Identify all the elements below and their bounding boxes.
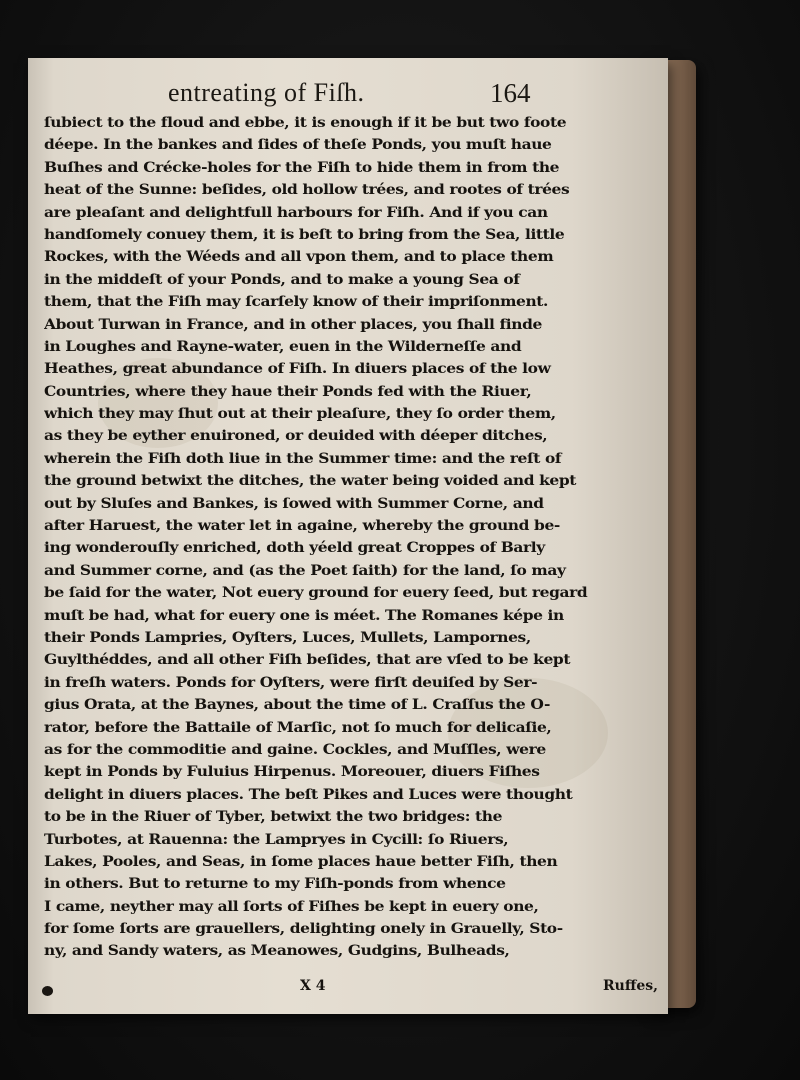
text-line: in others. But to returne to my Fiſh-ponds from whence — [44, 876, 506, 893]
text-line: to be in the Riuer of Tyber, betwixt the two bridges: the — [44, 809, 503, 826]
ink-blot — [42, 986, 53, 996]
page-footer — [44, 978, 658, 1000]
text-line: Buſhes and Crécke-holes for the Fiſh to hide them in from the — [44, 159, 560, 176]
text-line: out by Sluſes and Bankes, is ſowed with Summer Corne, and — [44, 495, 544, 512]
text-line: as for the commoditie and gaine. Cockles, and Muſſles, were — [44, 741, 546, 758]
text-line: in freſh waters. Ponds for Oyſters, were firſt deuiſed by Ser- — [44, 674, 538, 691]
text-line: I came, neyther may all ſorts of Fiſhes be kept in euery one, — [44, 898, 539, 915]
book-page — [28, 58, 668, 1014]
text-line: About Turwan in France, and in other places, you ſhall finde — [44, 316, 542, 333]
text-line: the ground betwixt the ditches, the water being voided and kept — [44, 473, 577, 490]
text-line: handſomely conuey them, it is beſt to bring from the Sea, little — [44, 226, 565, 243]
text-line: ny, and Sandy waters, as Meanowes, Gudgins, Bulheads, — [44, 943, 510, 960]
running-head: entreating of Fiſh. — [168, 78, 365, 107]
text-line: them, that the Fiſh may ſcarſely know of their impriſonment. — [44, 294, 549, 311]
text-line: for ſome ſorts are grauellers, delighting onely in Grauelly, Sto- — [44, 921, 563, 938]
text-line: gius Orata, at the Baynes, about the time of L. Craſſus the O- — [44, 697, 550, 714]
text-line: which they may ſhut out at their pleaſure, they ſo order them, — [44, 406, 556, 423]
text-line: Countries, where they haue their Ponds fed with the Riuer, — [44, 383, 532, 400]
catchword: Ruffes, — [603, 978, 658, 994]
text-line: their Ponds Lampries, Oyſters, Luces, Mullets, Lampornes, — [44, 629, 531, 646]
text-line: Heathes, great abundance of Fiſh. In diuers places of the low — [44, 361, 551, 378]
text-line: after Haruest, the water let in againe, whereby the ground be- — [44, 518, 560, 535]
text-line: in Loughes and Rayne-water, euen in the Wilderneſſe and — [44, 338, 522, 355]
text-line: Lakes, Pooles, and Seas, in ſome places haue better Fiſh, then — [44, 853, 558, 870]
text-line: in the middeſt of your Ponds, and to make a young Sea of — [44, 271, 520, 288]
text-line: kept in Ponds by Fuluius Hirpenus. Moreouer, diuers Fiſhes — [44, 764, 540, 781]
text-line: be ſaid for the water, Not euery ground for euery ſeed, but regard — [44, 585, 588, 602]
text-line: rator, before the Battaile of Marſic, not ſo much for delicaſie, — [44, 719, 552, 736]
text-line: Turbotes, at Rauenna: the Lampryes in Cycill: ſo Riuers, — [44, 831, 509, 848]
text-line: wherein the Fiſh doth liue in the Summer time: and the reſt of — [44, 450, 562, 467]
text-line: ing wonderouſly enriched, doth yéeld great Croppes of Barly — [44, 540, 545, 557]
text-line: Rockes, with the Wéeds and all vpon them, and to place them — [44, 249, 554, 266]
text-line: and Summer corne, and (as the Poet ſaith) for the land, ſo may — [44, 562, 566, 579]
page-number: 164 — [490, 78, 531, 108]
text-line: are pleaſant and delightfull harbours for Fiſh. And if you can — [44, 204, 548, 221]
page-header — [28, 76, 668, 110]
text-line: as they be eyther enuironed, or deuided with déeper ditches, — [44, 428, 548, 445]
text-line: delight in diuers places. The beſt Pikes and Luces were thought — [44, 786, 573, 803]
body-text — [44, 112, 658, 963]
text-line: ſubiect to the floud and ebbe, it is enough if it be but two foote — [44, 115, 567, 131]
signature-mark: X 4 — [300, 978, 326, 994]
text-line: heat of the Sunne: beſides, old hollow trées, and rootes of trées — [44, 182, 570, 199]
text-line: muſt be had, what for euery one is méet. The Romanes képe in — [44, 607, 564, 624]
text-line: Guylthéddes, and all other Fiſh beſides, that are vſed to be kept — [44, 652, 571, 669]
text-line: déepe. In the bankes and ſides of theſe Ponds, you muſt haue — [44, 137, 552, 154]
